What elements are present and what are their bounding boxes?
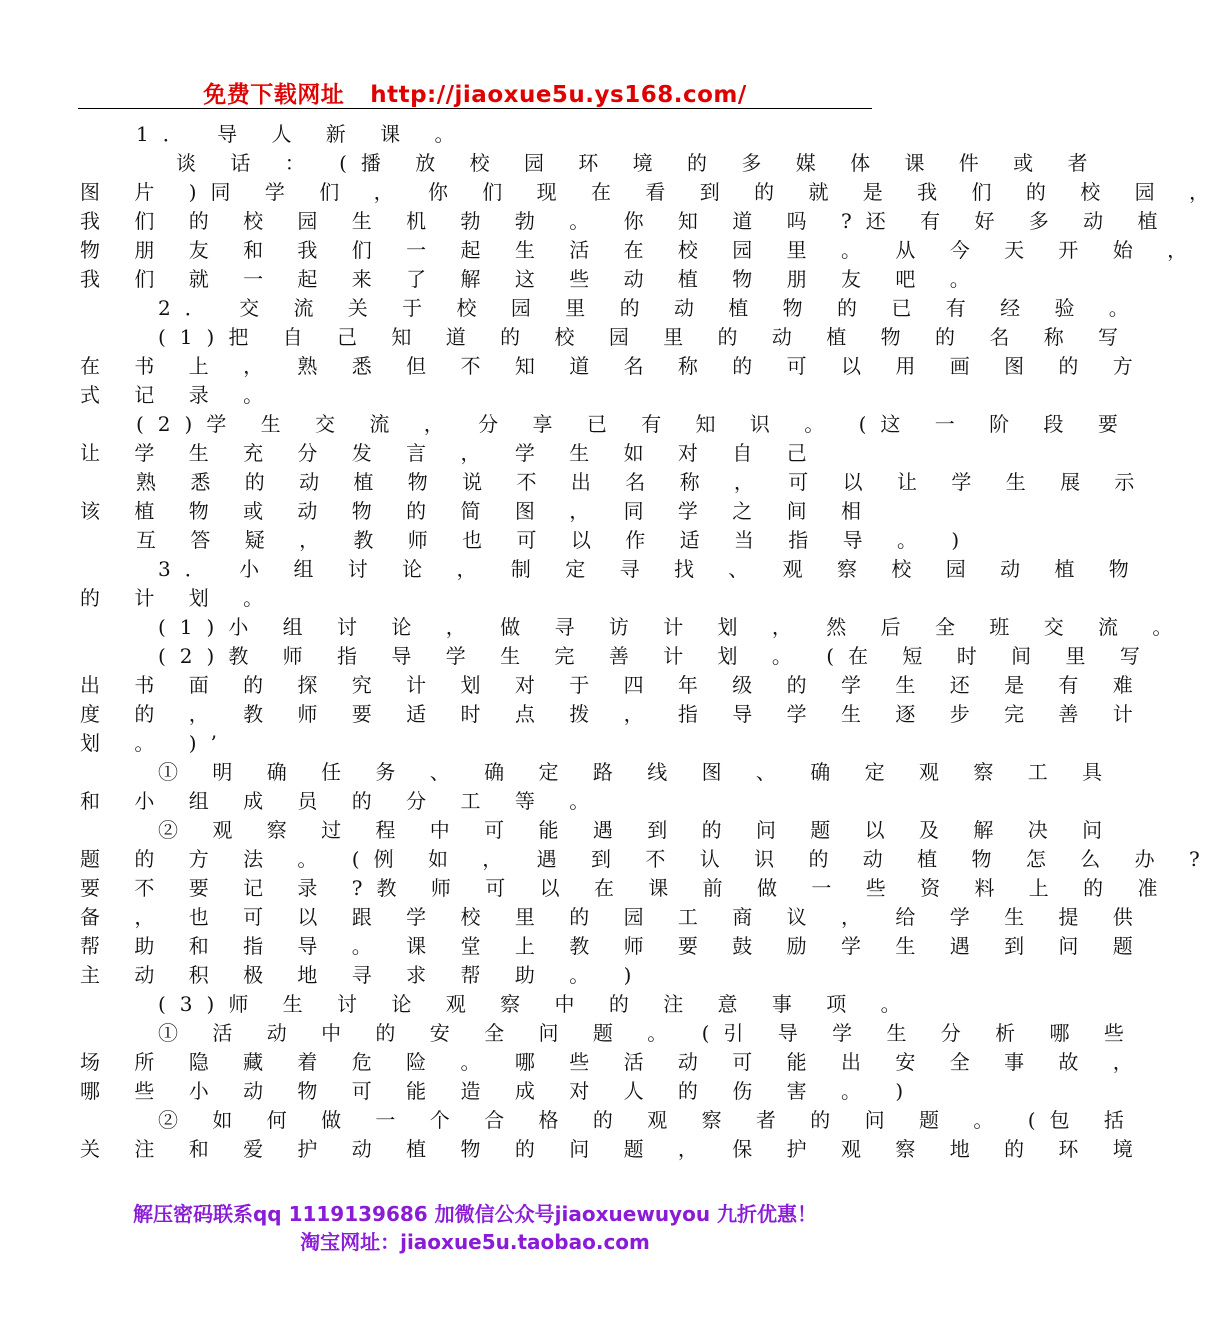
text-line: 我 们 的 校 园 生 机 勃 勃 。 你 知 道 吗 ?还 有 好 多 动 植 xyxy=(80,209,1172,233)
header-divider xyxy=(78,108,872,109)
download-url-link[interactable]: http://jiaoxue5u.ys168.com/ xyxy=(370,82,747,108)
text-line: (2)教 师 指 导 学 生 完 善 计 划 。 (在 短 时 间 里 写 xyxy=(158,644,1154,668)
text-line: 互 答 疑 ， 教 师 也 可 以 作 适 当 指 导 。 ) xyxy=(136,528,974,552)
text-line: (1)把 自 己 知 道 的 校 园 里 的 动 植 物 的 名 称 写 xyxy=(158,325,1133,349)
text-line: 该 植 物 或 动 物 的 简 图 ， 同 学 之 间 相 xyxy=(80,499,876,523)
text-line: 关 注 和 爱 护 动 植 物 的 问 题 ， 保 护 观 察 地 的 环 境 xyxy=(80,1137,1147,1161)
text-line: 备 ， 也 可 以 跟 学 校 里 的 园 工 商 议 ， 给 学 生 提 供 xyxy=(80,905,1147,929)
text-line: 在 书 上 ， 熟 悉 但 不 知 道 名 称 的 可 以 用 画 图 的 方 xyxy=(80,354,1147,378)
text-line: 出 书 面 的 探 究 计 划 对 于 四 年 级 的 学 生 还 是 有 难 xyxy=(80,673,1147,697)
text-line: 题 的 方 法 。 (例 如 ， 遇 到 不 认 识 的 动 植 物 怎 么 办 ? xyxy=(80,847,1214,871)
text-line: 式 记 录 。 xyxy=(80,383,278,407)
text-line: 和 小 组 成 员 的 分 工 等 。 xyxy=(80,789,604,813)
text-line: 1． 导 人 新 课 。 xyxy=(136,122,469,146)
text-line: (2)学 生 交 流 ， 分 享 已 有 知 识 。 (这 一 阶 段 要 xyxy=(136,412,1132,436)
text-line: 谈 话 ： (播 放 校 园 环 境 的 多 媒 体 课 件 或 者 xyxy=(176,151,1102,175)
text-line: 物 朋 友 和 我 们 一 起 生 活 在 校 园 里 。 从 今 天 开 始 ， xyxy=(80,238,1202,262)
text-line: 2． 交 流 关 于 校 园 里 的 动 植 物 的 已 有 经 验 。 xyxy=(158,296,1143,320)
text-line: 图 片 )同 学 们 ， 你 们 现 在 看 到 的 就 是 我 们 的 校 园 ， xyxy=(80,180,1223,204)
text-line: 要 不 要 记 录 ?教 师 可 以 在 课 前 做 一 些 资 料 上 的 准 xyxy=(80,876,1172,900)
text-line: 让 学 生 充 分 发 言 ， 学 生 如 对 自 己 xyxy=(80,441,821,465)
text-line: ① 明 确 任 务 、 确 定 路 线 图 、 确 定 观 察 工 具 xyxy=(158,760,1117,784)
footer-taobao-link[interactable]: 淘宝网址：jiaoxue5u.taobao.com xyxy=(300,1230,650,1254)
text-line: 主 动 积 极 地 寻 求 帮 助 。 ) xyxy=(80,963,646,987)
footer-contact-line: 解压密码联系qq 1119139686 加微信公众号jiaoxuewuyou 九折优惠！ xyxy=(132,1202,818,1226)
text-line: 度 的 ， 教 师 要 适 时 点 拨 ， 指 导 学 生 逐 步 完 善 计 xyxy=(80,702,1147,726)
text-line: 3． 小 组 讨 论 ， 制 定 寻 找 、 观 察 校 园 动 植 物 xyxy=(158,557,1143,581)
text-line: ② 如 何 做 一 个 合 格 的 观 察 者 的 问 题 。 (包 括 xyxy=(158,1108,1138,1132)
text-line: 熟 悉 的 动 植 物 说 不 出 名 称 ， 可 以 让 学 生 展 示 xyxy=(136,470,1149,494)
text-line: ① 活 动 中 的 安 全 问 题 。 (引 导 学 生 分 析 哪 些 xyxy=(158,1021,1138,1045)
download-site-header xyxy=(0,76,950,109)
text-line: (1)小 组 讨 论 ， 做 寻 访 计 划 ， 然 后 全 班 交 流 。 xyxy=(158,615,1187,639)
text-line: (3)师 生 讨 论 观 察 中 的 注 意 事 项 。 xyxy=(158,992,915,1016)
text-line: 我 们 就 一 起 来 了 解 这 些 动 植 物 朋 友 吧 。 xyxy=(80,267,984,291)
text-line: 场 所 隐 藏 着 危 险 。 哪 些 活 动 可 能 出 安 全 事 故 ， xyxy=(80,1050,1147,1074)
text-line: 帮 助 和 指 导 。 课 堂 上 教 师 要 鼓 励 学 生 遇 到 问 题 xyxy=(80,934,1147,958)
text-line: ② 观 察 过 程 中 可 能 遇 到 的 问 题 以 及 解 决 问 xyxy=(158,818,1117,842)
download-label: 免费下载网址 xyxy=(203,82,345,108)
text-line: 划 。 )’ xyxy=(80,731,231,755)
text-line: 哪 些 小 动 物 可 能 造 成 对 人 的 伤 害 。 ) xyxy=(80,1079,918,1103)
text-line: 的 计 划 。 xyxy=(80,586,278,610)
